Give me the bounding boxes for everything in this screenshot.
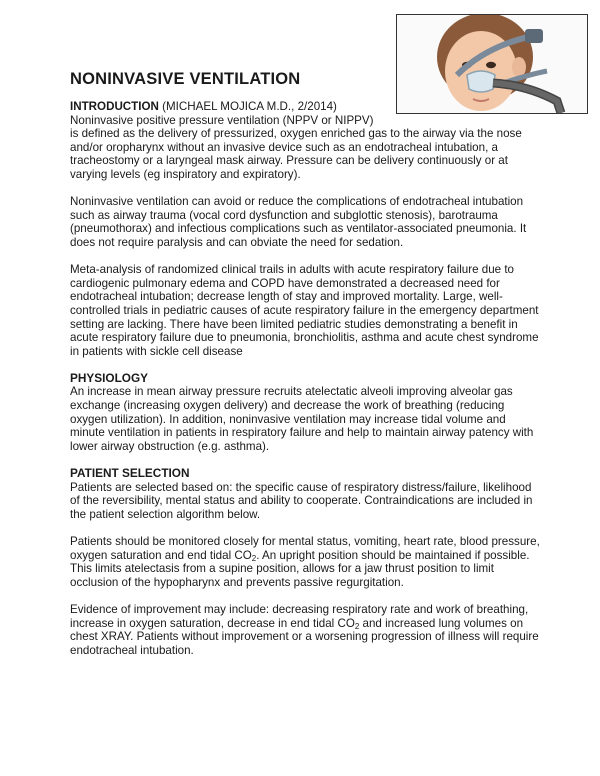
patient-selection-paragraph-1: Patients are selected based on: the specific cause of respiratory distress/failure, likelihood of the reversibility, mental status and ability to cooperate. Contraindications are included in the patient selection algorithm below. <box>70 480 533 521</box>
child-nasal-mask-photo <box>396 14 588 114</box>
intro-paragraph-3: Meta-analysis of randomized clinical trails in adults with acute respiratory failure due to cardiogenic pulmonary edema and COPD have demonstrated a decreased need for endotracheal intubation; decrease length of stay and improved mortality. Large, well-controlled trials in pediatric causes of acute respiratory failure in the emergency department setting are lacking. There have been limited pediatric studies demonstrating a benefit in acute respiratory failure due to pneumonia, bronchiolitis, asthma and acute chest syndrome in patients with sickle cell disease <box>70 263 539 358</box>
child-nasal-mask-illustration <box>397 15 587 113</box>
monitoring-text: Patients should be monitored closely for mental status, vomiting, heart rate, blood pressure, oxygen saturation and end tidal CO <box>70 535 540 562</box>
patient-selection-paragraph-3 <box>70 603 540 657</box>
intro-paragraph-1: is defined as the delivery of pressurized, oxygen enriched gas to the airway via the nose and/or oropharynx without an invasive device such as an endotracheal intubation, a tracheostomy or a laryngeal mask airway. Pressure can be delivery continuously or at varying levels (eg inspiratory and expiratory). <box>70 127 522 181</box>
document-body <box>70 100 540 671</box>
patient-selection-paragraph-2 <box>70 535 540 589</box>
improvement-text: Evidence of improvement may include: decreasing respiratory rate and work of breathing, increase in oxygen saturation, decrease in end tidal CO <box>70 602 529 630</box>
physiology-heading: PHYSIOLOGY <box>70 370 149 385</box>
intubation-text: and increased lung volumes on chest XRAY. Patients without improvement or a worsening progression of illness will require endotracheal intubation. <box>70 616 539 657</box>
co2-subscript: 2 <box>251 553 257 563</box>
intro-heading-line <box>70 100 540 114</box>
intro-author: (MICHAEL MOJICA M.D., 2/2014) <box>158 100 337 113</box>
intro-heading: INTRODUCTION <box>70 100 159 113</box>
document-title: NONINVASIVE VENTILATION <box>70 70 301 88</box>
co2-subscript-2: 2 <box>354 621 360 631</box>
intro-paragraph-2: Noninvasive ventilation can avoid or reduce the complications of endotracheal intubation such as airway trauma (vocal cord dysfunction and subglottic stenosis), barotrauma (pneumothorax) and infectious complications such as ventilator-associated pneumonia. It does not require paralysis and can obviate the need for sedation. <box>70 195 527 249</box>
intro-definition-line: Noninvasive positive pressure ventilation (NPPV or NIPPV) <box>70 113 374 127</box>
positioning-text: . An upright position should be maintained if possible. This limits atelectasis from a supine position, allows for a jaw thrust position to limit occlusion of the hypopharynx and prevents passive regurgitation. <box>70 548 530 589</box>
patient-selection-heading: PATIENT SELECTION <box>70 466 190 481</box>
physiology-paragraph: An increase in mean airway pressure recruits atelectatic alveoli improving alveolar gas exchange (increasing oxygen delivery) and decrease the work of breathing (reducing oxygen utilization). In addition, noninvasive ventilation may increase tidal volume and minute ventilation in patients in respiratory failure and help to maintain airway patency with lower airway obstruction (e.g. asthma). <box>70 385 534 453</box>
